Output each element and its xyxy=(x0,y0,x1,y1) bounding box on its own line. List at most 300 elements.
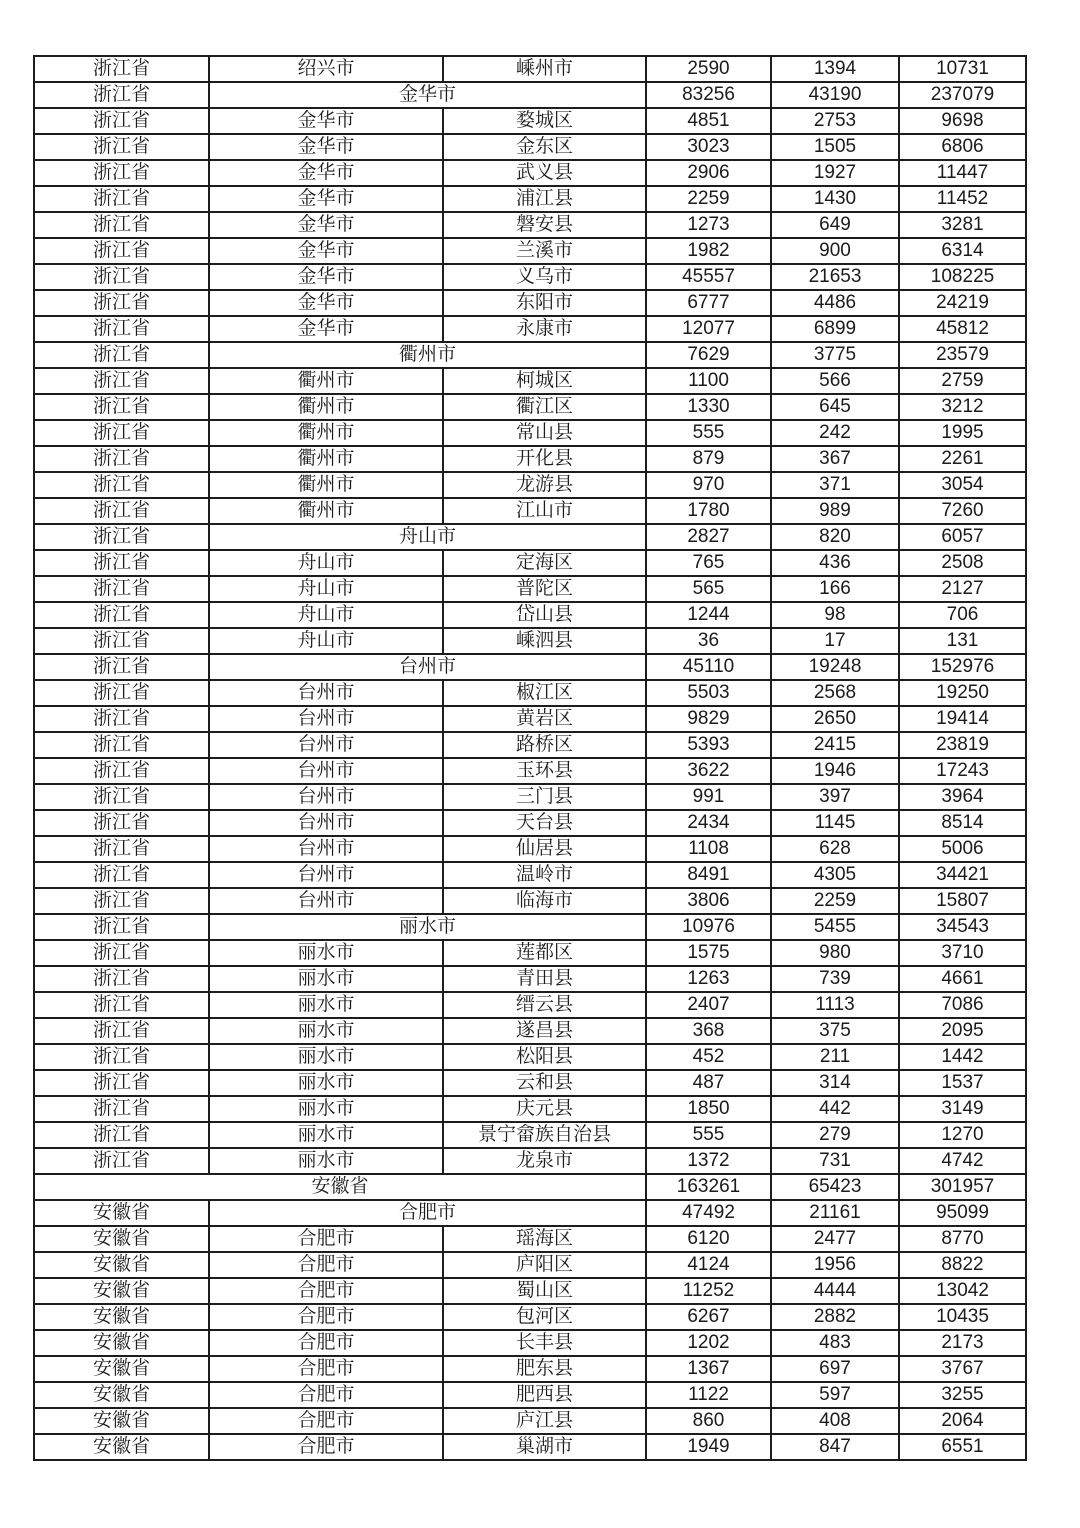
city-cell: 金华市 xyxy=(209,238,443,264)
province-cell: 浙江省 xyxy=(34,82,209,108)
district-cell: 婺城区 xyxy=(443,108,646,134)
table-row xyxy=(34,784,1026,810)
district-cell: 磐安县 xyxy=(443,212,646,238)
city-cell: 合肥市 xyxy=(209,1226,443,1252)
value-cell: 19414 xyxy=(899,706,1026,732)
value-cell: 436 xyxy=(771,550,899,576)
value-cell: 3212 xyxy=(899,394,1026,420)
table-row xyxy=(34,1252,1026,1278)
city-cell: 舟山市 xyxy=(209,576,443,602)
table-row xyxy=(34,940,1026,966)
value-cell: 645 xyxy=(771,394,899,420)
value-cell: 17243 xyxy=(899,758,1026,784)
district-cell: 嵊州市 xyxy=(443,56,646,82)
city-cell: 衢州市 xyxy=(209,498,443,524)
value-cell: 1273 xyxy=(646,212,771,238)
city-cell: 丽水市 xyxy=(209,1018,443,1044)
table-row xyxy=(34,680,1026,706)
value-cell: 19250 xyxy=(899,680,1026,706)
city-cell: 丽水市 xyxy=(209,1148,443,1174)
district-cell: 椒江区 xyxy=(443,680,646,706)
province-cell: 浙江省 xyxy=(34,446,209,472)
value-cell: 17 xyxy=(771,628,899,654)
city-cell: 金华市 xyxy=(209,186,443,212)
value-cell: 108225 xyxy=(899,264,1026,290)
table-row xyxy=(34,420,1026,446)
value-cell: 3806 xyxy=(646,888,771,914)
city-cell: 合肥市 xyxy=(209,1356,443,1382)
province-cell: 浙江省 xyxy=(34,1018,209,1044)
table-row xyxy=(34,550,1026,576)
value-cell: 2407 xyxy=(646,992,771,1018)
value-cell: 6806 xyxy=(899,134,1026,160)
value-cell: 2650 xyxy=(771,706,899,732)
district-cell: 遂昌县 xyxy=(443,1018,646,1044)
city-cell: 合肥市 xyxy=(209,1408,443,1434)
value-cell: 2415 xyxy=(771,732,899,758)
value-cell: 408 xyxy=(771,1408,899,1434)
province-cell: 浙江省 xyxy=(34,134,209,160)
table-row xyxy=(34,56,1026,82)
value-cell: 11452 xyxy=(899,186,1026,212)
value-cell: 34543 xyxy=(899,914,1026,940)
value-cell: 13042 xyxy=(899,1278,1026,1304)
value-cell: 34421 xyxy=(899,862,1026,888)
value-cell: 900 xyxy=(771,238,899,264)
province-cell: 浙江省 xyxy=(34,550,209,576)
value-cell: 1367 xyxy=(646,1356,771,1382)
table-row xyxy=(34,1278,1026,1304)
value-cell: 1505 xyxy=(771,134,899,160)
value-cell: 6120 xyxy=(646,1226,771,1252)
value-cell: 152976 xyxy=(899,654,1026,680)
province-cell: 浙江省 xyxy=(34,238,209,264)
province-cell: 浙江省 xyxy=(34,732,209,758)
value-cell: 1145 xyxy=(771,810,899,836)
value-cell: 21653 xyxy=(771,264,899,290)
province-cell: 安徽省 xyxy=(34,1330,209,1356)
table-row xyxy=(34,1356,1026,1382)
value-cell: 45557 xyxy=(646,264,771,290)
value-cell: 3775 xyxy=(771,342,899,368)
value-cell: 371 xyxy=(771,472,899,498)
value-cell: 3710 xyxy=(899,940,1026,966)
value-cell: 1122 xyxy=(646,1382,771,1408)
province-cell: 浙江省 xyxy=(34,1070,209,1096)
table-row xyxy=(34,290,1026,316)
district-cell: 龙游县 xyxy=(443,472,646,498)
value-cell: 12077 xyxy=(646,316,771,342)
value-cell: 4124 xyxy=(646,1252,771,1278)
province-cell: 浙江省 xyxy=(34,940,209,966)
value-cell: 2827 xyxy=(646,524,771,550)
district-cell: 庐阳区 xyxy=(443,1252,646,1278)
district-cell: 蜀山区 xyxy=(443,1278,646,1304)
value-cell: 1575 xyxy=(646,940,771,966)
district-cell: 青田县 xyxy=(443,966,646,992)
value-cell: 1202 xyxy=(646,1330,771,1356)
value-cell: 1108 xyxy=(646,836,771,862)
district-cell: 嵊泗县 xyxy=(443,628,646,654)
value-cell: 442 xyxy=(771,1096,899,1122)
value-cell: 2434 xyxy=(646,810,771,836)
value-cell: 2590 xyxy=(646,56,771,82)
value-cell: 3023 xyxy=(646,134,771,160)
province-cell: 浙江省 xyxy=(34,186,209,212)
value-cell: 6777 xyxy=(646,290,771,316)
value-cell: 45110 xyxy=(646,654,771,680)
value-cell: 3255 xyxy=(899,1382,1026,1408)
value-cell: 4742 xyxy=(899,1148,1026,1174)
value-cell: 2753 xyxy=(771,108,899,134)
city-cell: 台州市 xyxy=(209,706,443,732)
district-cell: 温岭市 xyxy=(443,862,646,888)
value-cell: 649 xyxy=(771,212,899,238)
district-cell: 庐江县 xyxy=(443,1408,646,1434)
value-cell: 21161 xyxy=(771,1200,899,1226)
city-cell: 丽水市 xyxy=(209,992,443,1018)
value-cell: 5006 xyxy=(899,836,1026,862)
value-cell: 10435 xyxy=(899,1304,1026,1330)
district-cell: 天台县 xyxy=(443,810,646,836)
district-cell: 金东区 xyxy=(443,134,646,160)
city-merged-cell: 衢州市 xyxy=(209,342,646,368)
province-cell: 浙江省 xyxy=(34,1096,209,1122)
city-cell: 金华市 xyxy=(209,316,443,342)
value-cell: 3964 xyxy=(899,784,1026,810)
province-cell: 浙江省 xyxy=(34,368,209,394)
district-cell: 缙云县 xyxy=(443,992,646,1018)
district-cell: 包河区 xyxy=(443,1304,646,1330)
value-cell: 2508 xyxy=(899,550,1026,576)
value-cell: 2906 xyxy=(646,160,771,186)
table-row xyxy=(34,394,1026,420)
value-cell: 1780 xyxy=(646,498,771,524)
value-cell: 368 xyxy=(646,1018,771,1044)
value-cell: 47492 xyxy=(646,1200,771,1226)
value-cell: 6314 xyxy=(899,238,1026,264)
district-cell: 仙居县 xyxy=(443,836,646,862)
value-cell: 6551 xyxy=(899,1434,1026,1460)
value-cell: 65423 xyxy=(771,1174,899,1200)
table-row xyxy=(34,1382,1026,1408)
province-cell: 浙江省 xyxy=(34,56,209,82)
value-cell: 6899 xyxy=(771,316,899,342)
value-cell: 2261 xyxy=(899,446,1026,472)
province-cell: 浙江省 xyxy=(34,212,209,238)
province-cell: 浙江省 xyxy=(34,1122,209,1148)
value-cell: 860 xyxy=(646,1408,771,1434)
value-cell: 7260 xyxy=(899,498,1026,524)
value-cell: 1949 xyxy=(646,1434,771,1460)
province-cell: 浙江省 xyxy=(34,1044,209,1070)
city-cell: 台州市 xyxy=(209,758,443,784)
value-cell: 1927 xyxy=(771,160,899,186)
table-row xyxy=(34,446,1026,472)
province-cell: 浙江省 xyxy=(34,628,209,654)
table-row xyxy=(34,1044,1026,1070)
city-cell: 丽水市 xyxy=(209,1070,443,1096)
table-row xyxy=(34,732,1026,758)
district-cell: 定海区 xyxy=(443,550,646,576)
value-cell: 4661 xyxy=(899,966,1026,992)
district-cell: 长丰县 xyxy=(443,1330,646,1356)
city-cell: 绍兴市 xyxy=(209,56,443,82)
district-cell: 开化县 xyxy=(443,446,646,472)
city-cell: 台州市 xyxy=(209,680,443,706)
province-cell: 浙江省 xyxy=(34,576,209,602)
table-row xyxy=(34,368,1026,394)
city-cell: 合肥市 xyxy=(209,1304,443,1330)
table-row xyxy=(34,706,1026,732)
table-row xyxy=(34,602,1026,628)
table-row xyxy=(34,862,1026,888)
province-cell: 安徽省 xyxy=(34,1200,209,1226)
value-cell: 6267 xyxy=(646,1304,771,1330)
city-merged-cell: 合肥市 xyxy=(209,1200,646,1226)
value-cell: 8514 xyxy=(899,810,1026,836)
city-cell: 台州市 xyxy=(209,810,443,836)
table-row xyxy=(34,1018,1026,1044)
district-cell: 巢湖市 xyxy=(443,1434,646,1460)
value-cell: 980 xyxy=(771,940,899,966)
province-cell: 浙江省 xyxy=(34,420,209,446)
value-cell: 2759 xyxy=(899,368,1026,394)
value-cell: 483 xyxy=(771,1330,899,1356)
district-cell: 常山县 xyxy=(443,420,646,446)
value-cell: 989 xyxy=(771,498,899,524)
province-cell: 浙江省 xyxy=(34,966,209,992)
table-row xyxy=(34,1122,1026,1148)
value-cell: 4444 xyxy=(771,1278,899,1304)
table-row xyxy=(34,498,1026,524)
province-cell: 浙江省 xyxy=(34,264,209,290)
table-row xyxy=(34,836,1026,862)
value-cell: 9829 xyxy=(646,706,771,732)
city-cell: 台州市 xyxy=(209,784,443,810)
district-cell: 黄岩区 xyxy=(443,706,646,732)
value-cell: 95099 xyxy=(899,1200,1026,1226)
table-row xyxy=(34,238,1026,264)
value-cell: 314 xyxy=(771,1070,899,1096)
province-cell: 浙江省 xyxy=(34,602,209,628)
district-cell: 柯城区 xyxy=(443,368,646,394)
value-cell: 15807 xyxy=(899,888,1026,914)
value-cell: 2882 xyxy=(771,1304,899,1330)
region-statistics-table xyxy=(33,55,1027,1461)
value-cell: 3054 xyxy=(899,472,1026,498)
value-cell: 970 xyxy=(646,472,771,498)
city-cell: 衢州市 xyxy=(209,420,443,446)
province-cell: 安徽省 xyxy=(34,1408,209,1434)
table-row xyxy=(34,82,1026,108)
district-cell: 临海市 xyxy=(443,888,646,914)
city-cell: 衢州市 xyxy=(209,368,443,394)
value-cell: 301957 xyxy=(899,1174,1026,1200)
city-cell: 金华市 xyxy=(209,108,443,134)
district-cell: 云和县 xyxy=(443,1070,646,1096)
city-merged-cell: 台州市 xyxy=(209,654,646,680)
city-cell: 衢州市 xyxy=(209,394,443,420)
district-cell: 义乌市 xyxy=(443,264,646,290)
table-row xyxy=(34,628,1026,654)
table-row xyxy=(34,1200,1026,1226)
province-cell: 浙江省 xyxy=(34,472,209,498)
city-cell: 金华市 xyxy=(209,290,443,316)
city-cell: 金华市 xyxy=(209,212,443,238)
district-cell: 岱山县 xyxy=(443,602,646,628)
value-cell: 163261 xyxy=(646,1174,771,1200)
province-cell: 浙江省 xyxy=(34,108,209,134)
table-row xyxy=(34,472,1026,498)
value-cell: 10731 xyxy=(899,56,1026,82)
district-cell: 松阳县 xyxy=(443,1044,646,1070)
province-cell: 浙江省 xyxy=(34,680,209,706)
city-merged-cell: 舟山市 xyxy=(209,524,646,550)
value-cell: 242 xyxy=(771,420,899,446)
city-cell: 台州市 xyxy=(209,836,443,862)
value-cell: 10976 xyxy=(646,914,771,940)
value-cell: 98 xyxy=(771,602,899,628)
province-cell: 浙江省 xyxy=(34,758,209,784)
value-cell: 279 xyxy=(771,1122,899,1148)
district-cell: 永康市 xyxy=(443,316,646,342)
value-cell: 1372 xyxy=(646,1148,771,1174)
value-cell: 991 xyxy=(646,784,771,810)
city-cell: 金华市 xyxy=(209,264,443,290)
value-cell: 19248 xyxy=(771,654,899,680)
province-cell: 安徽省 xyxy=(34,1252,209,1278)
value-cell: 83256 xyxy=(646,82,771,108)
value-cell: 1995 xyxy=(899,420,1026,446)
value-cell: 555 xyxy=(646,420,771,446)
province-cell: 浙江省 xyxy=(34,810,209,836)
value-cell: 1537 xyxy=(899,1070,1026,1096)
value-cell: 2173 xyxy=(899,1330,1026,1356)
district-cell: 江山市 xyxy=(443,498,646,524)
province-cell: 浙江省 xyxy=(34,342,209,368)
value-cell: 3767 xyxy=(899,1356,1026,1382)
province-cell: 安徽省 xyxy=(34,1278,209,1304)
province-cell: 浙江省 xyxy=(34,914,209,940)
table-row xyxy=(34,342,1026,368)
value-cell: 1113 xyxy=(771,992,899,1018)
table-row xyxy=(34,160,1026,186)
table-row xyxy=(34,888,1026,914)
table-body xyxy=(34,56,1026,1460)
table-row xyxy=(34,810,1026,836)
district-cell: 三门县 xyxy=(443,784,646,810)
table-row xyxy=(34,992,1026,1018)
province-cell: 浙江省 xyxy=(34,1148,209,1174)
city-merged-cell: 金华市 xyxy=(209,82,646,108)
value-cell: 5393 xyxy=(646,732,771,758)
value-cell: 4305 xyxy=(771,862,899,888)
province-cell: 浙江省 xyxy=(34,316,209,342)
value-cell: 2095 xyxy=(899,1018,1026,1044)
district-cell: 景宁畲族自治县 xyxy=(443,1122,646,1148)
value-cell: 2568 xyxy=(771,680,899,706)
value-cell: 628 xyxy=(771,836,899,862)
city-cell: 丽水市 xyxy=(209,966,443,992)
value-cell: 367 xyxy=(771,446,899,472)
value-cell: 1850 xyxy=(646,1096,771,1122)
value-cell: 706 xyxy=(899,602,1026,628)
value-cell: 452 xyxy=(646,1044,771,1070)
value-cell: 4851 xyxy=(646,108,771,134)
district-cell: 东阳市 xyxy=(443,290,646,316)
value-cell: 3622 xyxy=(646,758,771,784)
district-cell: 普陀区 xyxy=(443,576,646,602)
province-cell: 浙江省 xyxy=(34,394,209,420)
table-row xyxy=(34,1434,1026,1460)
city-cell: 丽水市 xyxy=(209,1122,443,1148)
city-cell: 合肥市 xyxy=(209,1382,443,1408)
table-row xyxy=(34,1330,1026,1356)
value-cell: 1263 xyxy=(646,966,771,992)
value-cell: 2064 xyxy=(899,1408,1026,1434)
city-cell: 丽水市 xyxy=(209,1096,443,1122)
district-cell: 龙泉市 xyxy=(443,1148,646,1174)
table-row xyxy=(34,654,1026,680)
value-cell: 2127 xyxy=(899,576,1026,602)
district-cell: 衢江区 xyxy=(443,394,646,420)
district-cell: 兰溪市 xyxy=(443,238,646,264)
value-cell: 131 xyxy=(899,628,1026,654)
province-cell: 浙江省 xyxy=(34,862,209,888)
city-cell: 金华市 xyxy=(209,134,443,160)
province-merged-cell: 安徽省 xyxy=(34,1174,646,1200)
value-cell: 1330 xyxy=(646,394,771,420)
city-cell: 合肥市 xyxy=(209,1434,443,1460)
province-cell: 安徽省 xyxy=(34,1434,209,1460)
city-cell: 舟山市 xyxy=(209,550,443,576)
value-cell: 5455 xyxy=(771,914,899,940)
value-cell: 375 xyxy=(771,1018,899,1044)
value-cell: 820 xyxy=(771,524,899,550)
province-cell: 浙江省 xyxy=(34,784,209,810)
value-cell: 4486 xyxy=(771,290,899,316)
city-cell: 合肥市 xyxy=(209,1278,443,1304)
district-cell: 玉环县 xyxy=(443,758,646,784)
province-cell: 浙江省 xyxy=(34,654,209,680)
value-cell: 24219 xyxy=(899,290,1026,316)
value-cell: 8491 xyxy=(646,862,771,888)
table-row xyxy=(34,134,1026,160)
value-cell: 739 xyxy=(771,966,899,992)
province-cell: 浙江省 xyxy=(34,524,209,550)
value-cell: 8822 xyxy=(899,1252,1026,1278)
value-cell: 731 xyxy=(771,1148,899,1174)
value-cell: 36 xyxy=(646,628,771,654)
table-row xyxy=(34,758,1026,784)
value-cell: 397 xyxy=(771,784,899,810)
district-cell: 瑶海区 xyxy=(443,1226,646,1252)
value-cell: 1100 xyxy=(646,368,771,394)
value-cell: 1270 xyxy=(899,1122,1026,1148)
value-cell: 5503 xyxy=(646,680,771,706)
value-cell: 211 xyxy=(771,1044,899,1070)
value-cell: 237079 xyxy=(899,82,1026,108)
value-cell: 1442 xyxy=(899,1044,1026,1070)
value-cell: 7629 xyxy=(646,342,771,368)
value-cell: 43190 xyxy=(771,82,899,108)
value-cell: 879 xyxy=(646,446,771,472)
city-cell: 衢州市 xyxy=(209,446,443,472)
district-cell: 肥东县 xyxy=(443,1356,646,1382)
value-cell: 23579 xyxy=(899,342,1026,368)
value-cell: 2477 xyxy=(771,1226,899,1252)
